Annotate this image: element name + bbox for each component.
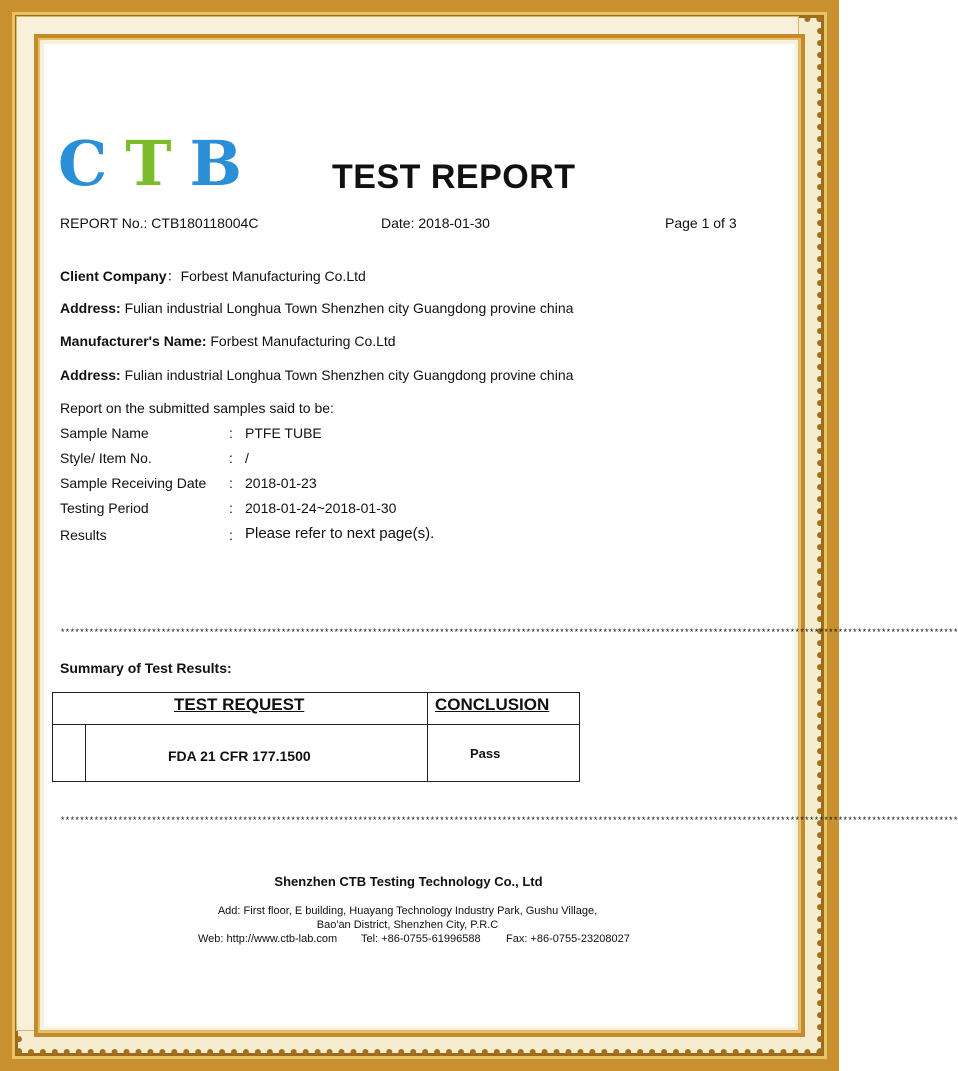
results-value: Please refer to next page(s). xyxy=(245,525,435,542)
testing-period-value: 2018-01-24~2018-01-30 xyxy=(245,500,397,516)
lab-company-name: Shenzhen CTB Testing Technology Co., Ltd xyxy=(274,874,543,889)
report-date: Date: 2018-01-30 xyxy=(381,215,490,231)
summary-heading: Summary of Test Results: xyxy=(60,660,232,676)
manufacturer-address-line xyxy=(60,367,573,383)
col-test-request: TEST REQUEST xyxy=(174,695,305,714)
client-company-value: Forbest Manufacturing Co.Ltd xyxy=(180,268,366,284)
separator-line-top: ******************************************************************************************************************************************************************************************* xyxy=(60,628,958,638)
client-address-value: Fulian industrial Longhua Town Shenzhen city Guangdong provine china xyxy=(124,300,574,316)
logo-letter-t: T xyxy=(125,127,174,200)
client-company-label: Client Company xyxy=(60,268,167,284)
testing-period-label: Testing Period xyxy=(60,500,149,516)
conclusion-value: Pass xyxy=(470,746,501,761)
results-colon: : xyxy=(229,527,233,543)
testing-period-colon: : xyxy=(229,500,233,516)
receiving-date-colon: : xyxy=(229,475,233,491)
manufacturer-address-value: Fulian industrial Longhua Town Shenzhen city Guangdong provine china xyxy=(124,367,574,383)
logo-letter-c: C xyxy=(58,127,110,200)
client-address-label: Address: xyxy=(60,300,121,316)
lab-address-line-2: Bao'an District, Shenzhen City, P.R.C xyxy=(316,919,499,931)
lab-address-line-1: Add: First floor, E building, Huayang Technology Industry Park, Gushu Village, xyxy=(217,905,598,917)
manufacturer-line xyxy=(60,333,396,349)
ctb-logo xyxy=(58,127,244,200)
col-conclusion: CONCLUSION xyxy=(435,695,550,714)
manufacturer-address-label: Address: xyxy=(60,367,121,383)
client-company-separator: ： xyxy=(166,268,181,284)
receiving-date-label: Sample Receiving Date xyxy=(60,475,207,491)
sample-name-value: PTFE TUBE xyxy=(245,425,322,441)
page-title: TEST REPORT xyxy=(332,158,576,196)
manufacturer-label: Manufacturer's Name: xyxy=(60,333,207,349)
lab-fax: Fax: +86-0755-23208027 xyxy=(506,933,630,945)
table-column-divider xyxy=(427,693,428,781)
summary-table xyxy=(52,692,580,782)
table-header-divider xyxy=(53,724,579,725)
page-number: Page 1 of 3 xyxy=(665,215,737,231)
client-address-line xyxy=(60,300,573,316)
test-request-value: FDA 21 CFR 177.1500 xyxy=(168,748,311,764)
sample-name-colon: : xyxy=(229,425,233,441)
samples-intro: Report on the submitted samples said to be: xyxy=(60,400,334,416)
receiving-date-value: 2018-01-23 xyxy=(245,475,317,491)
lab-website: Web: http://www.ctb-lab.com xyxy=(198,933,338,945)
client-company-line xyxy=(60,266,366,286)
table-index-divider xyxy=(85,724,86,781)
style-item-value: / xyxy=(245,450,249,466)
results-label: Results xyxy=(60,527,107,543)
sample-name-label: Sample Name xyxy=(60,425,149,441)
style-item-colon: : xyxy=(229,450,233,466)
separator-line-bottom: ******************************************************************************************************************************************************************************************* xyxy=(60,816,958,826)
lab-telephone: Tel: +86-0755-61996588 xyxy=(361,933,481,945)
report-number: REPORT No.: CTB180118004C xyxy=(60,215,259,231)
logo-letter-b: B xyxy=(189,127,244,200)
manufacturer-value: Forbest Manufacturing Co.Ltd xyxy=(210,333,396,349)
style-item-label: Style/ Item No. xyxy=(60,450,152,466)
